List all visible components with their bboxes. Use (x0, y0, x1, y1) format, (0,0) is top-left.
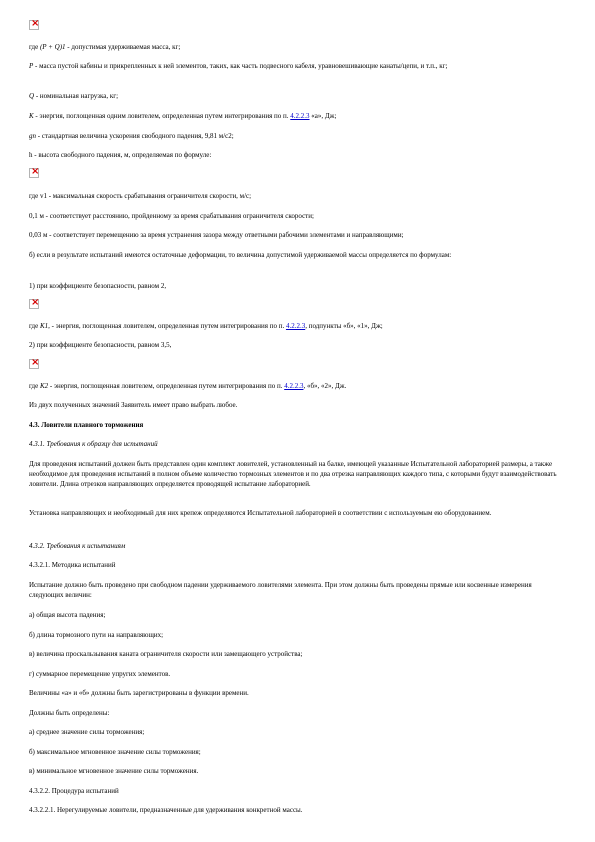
link-4-2-2-3[interactable]: 4.2.2.3 (290, 112, 310, 120)
distance-01: 0,1 м - соответствует расстоянию, пройденному за время срабатывания ограничителя скорости; (29, 212, 314, 220)
determine-item-a: а) среднее значение силы торможения; (29, 728, 145, 736)
v1-definition: где v1 - максимальная скорость срабатывания ограничителя скорости, м/с; (29, 192, 252, 200)
section-4-3-2-2-1-heading: 4.3.2.2.1. Нерегулируемые ловители, предназначенные для удерживания конкретной массы. (29, 806, 303, 814)
k-definition: K - энергия, поглощенная одним ловителем, определенная путем интегрирования по п. 4.2.2.3 «а», Дж; (29, 112, 337, 120)
safety-factor-2: 1) при коэффициенте безопасности, равном 2, (29, 282, 167, 290)
determine-item-v: в) минимальное мгновенное значение силы торможения. (29, 767, 199, 775)
measure-item-g: г) суммарное перемещение упругих элементов. (29, 670, 171, 678)
record-note: Величины «а» и «б» должны быть зарегистрированы в функции времени. (29, 689, 249, 697)
measure-item-v: в) величина проскальзывания каната ограничителя скорости или замещающего устройства; (29, 650, 303, 658)
formula-image-placeholder-1 (29, 20, 39, 30)
link-4-2-2-3[interactable]: 4.2.2.3 (284, 382, 304, 390)
where-p-q: где (P + Q)1 - допустимая удерживаемая масса, кг; (29, 43, 181, 51)
determine-heading: Должны быть определены: (29, 709, 110, 717)
formula-image-placeholder-3 (29, 299, 39, 309)
k1-definition: где K1, - энергия, поглощенная ловителем, определенная путем интегрирования по п. 4.2.2.3, подпункты «б», «1», Дж; (29, 322, 383, 330)
paragraph-test-method: Испытание должно быть проведено при свободном падении удерживаемого ловителями элемента. При этом должны быть проведены прямые или косвенные измерения следующих величин: (29, 581, 532, 599)
section-4-3-heading: 4.3. Ловители плавного торможения (29, 421, 144, 429)
safety-factor-35: 2) при коэффициенте безопасности, равном 3,5, (29, 341, 172, 349)
p-definition: P - масса пустой кабины и прикрепленных к ней элементов, таких, как часть подвесного кабеля, уравновешивающие канаты/цепи, и т.п., кг; (29, 62, 448, 70)
distance-003: 0,03 м - соответствует перемещению за время устранения зазора между ответными рабочими элементами и направляющими; (29, 231, 404, 239)
formula-image-placeholder-4 (29, 359, 39, 369)
h-definition: h - высота свободного падения, м, определяемая по формуле: (29, 151, 212, 159)
formula-image-placeholder-2 (29, 168, 39, 178)
paragraph-guide-installation: Установка направляющих и необходимый для них крепеж определяются Испытательной лабораторией в соответствии с используемым ею оборудованием. (29, 509, 492, 517)
measure-item-a: а) общая высота падения; (29, 611, 106, 619)
q-definition: Q - номинальная нагрузка, кг; (29, 92, 119, 100)
paragraph-sample-requirements: Для проведения испытаний должен быть представлен один комплект ловителей, установленный на балке, имеющей указанные Испытательной лабораторией размеры, а также необходимое для проведения испытаний в полном объеме количество тормозных элементов и по два отрезка направляющих каждого типа, с которыми будут взаимодействовать ловители. Длина отрезков направляющих определяется проводящей испытание лабораторией. (29, 460, 557, 488)
section-4-3-1-heading: 4.3.1. Требования к образцу для испытаний (29, 440, 158, 448)
case-b: б) если в результате испытаний имеются остаточные деформации, то величина допустимой удерживаемой массы определяется по формулам: (29, 251, 452, 259)
section-4-3-2-2-heading: 4.3.2.2. Процедура испытаний (29, 787, 119, 795)
choice-note: Из двух полученных значений Заявитель имеет право выбрать любое. (29, 401, 238, 409)
measure-item-b: б) длина тормозного пути на направляющих; (29, 631, 164, 639)
determine-item-b: б) максимальное мгновенное значение силы торможения; (29, 748, 201, 756)
link-4-2-2-3[interactable]: 4.2.2.3 (285, 322, 306, 330)
gn-definition: gn - стандартная величина ускорения свободного падения, 9,81 м/с2; (29, 132, 234, 140)
k2-definition: где K2 - энергия, поглощенная ловителем, определенная путем интегрирования по п. 4.2.2.3, «б», «2», Дж. (29, 382, 347, 390)
section-4-3-2-heading: 4.3.2. Требования к испытаниям (29, 542, 126, 550)
section-4-3-2-1-heading: 4.3.2.1. Методика испытаний (29, 561, 116, 569)
